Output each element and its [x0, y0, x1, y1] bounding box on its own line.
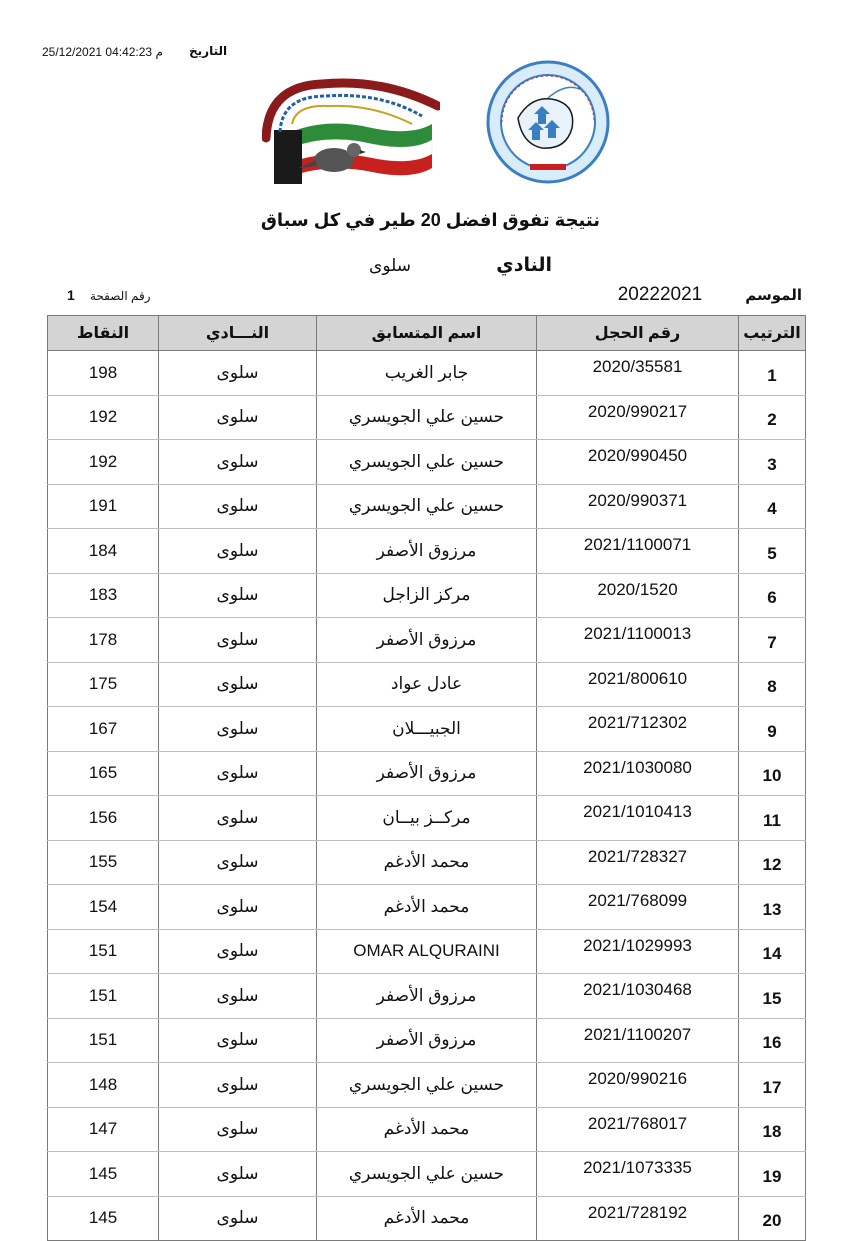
rank-cell: 9: [739, 707, 806, 752]
points-cell: 155: [48, 840, 159, 885]
reg-cell: 2021/768099: [537, 885, 739, 930]
report-title: نتيجة تفوق افضل 20 طير في كل سباق: [260, 210, 600, 230]
club-cell: سلوى: [159, 662, 317, 707]
club-cell: سلوى: [159, 885, 317, 930]
table-row: [48, 707, 806, 752]
table-row: [48, 618, 806, 663]
table-row: [48, 440, 806, 485]
name-cell: مرزوق الأصفر: [317, 751, 537, 796]
name-cell: الجبيـــلان: [317, 707, 537, 752]
name-cell: حسين علي الجويسري: [317, 440, 537, 485]
table-row: [48, 484, 806, 529]
table-row: [48, 751, 806, 796]
rank-cell: 18: [739, 1107, 806, 1152]
club-cell: سلوى: [159, 1107, 317, 1152]
name-cell: حسين علي الجويسري: [317, 484, 537, 529]
date-label: التاريخ: [189, 44, 228, 58]
reg-cell: 2021/1100207: [537, 1018, 739, 1063]
table-row: [48, 1018, 806, 1063]
season-label: الموسم: [745, 287, 802, 304]
rank-cell: 6: [739, 573, 806, 618]
club-value: سلوى: [369, 256, 411, 275]
name-cell: مركز الزاجل: [317, 573, 537, 618]
club-cell: سلوى: [159, 618, 317, 663]
points-cell: 145: [48, 1196, 159, 1241]
rank-cell: 1: [739, 351, 806, 396]
name-cell: جابر الغريب: [317, 351, 537, 396]
table-row: [48, 1063, 806, 1108]
club-cell: سلوى: [159, 840, 317, 885]
points-cell: 156: [48, 796, 159, 841]
club-cell: سلوى: [159, 1063, 317, 1108]
points-cell: 165: [48, 751, 159, 796]
name-cell: مرزوق الأصفر: [317, 529, 537, 574]
header-name: اسم المتسابق: [317, 316, 537, 351]
points-cell: 191: [48, 484, 159, 529]
reg-cell: 2020/1520: [537, 573, 739, 618]
table-body: [48, 351, 806, 1241]
table-row: [48, 1107, 806, 1152]
club-cell: سلوى: [159, 351, 317, 396]
club-cell: سلوى: [159, 1152, 317, 1197]
table-row: [48, 796, 806, 841]
reg-cell: 2020/990371: [537, 484, 739, 529]
points-cell: 151: [48, 929, 159, 974]
kuwait-racing-pigeon-club-logo: [262, 66, 440, 188]
table-row: [48, 1196, 806, 1241]
page-number-value: 1: [67, 287, 75, 303]
reg-cell: 2020/35581: [537, 351, 739, 396]
rank-cell: 20: [739, 1196, 806, 1241]
club-label: النادي: [496, 255, 552, 276]
reg-cell: 2021/1010413: [537, 796, 739, 841]
name-cell: عادل عواد: [317, 662, 537, 707]
results-table: [47, 315, 806, 1241]
rank-cell: 15: [739, 974, 806, 1019]
name-cell: حسين علي الجويسري: [317, 395, 537, 440]
table-row: [48, 885, 806, 930]
rank-cell: 5: [739, 529, 806, 574]
reg-cell: 2021/1073335: [537, 1152, 739, 1197]
points-cell: 183: [48, 573, 159, 618]
name-cell: محمد الأدغم: [317, 1196, 537, 1241]
club-cell: سلوى: [159, 395, 317, 440]
club-cell: سلوى: [159, 974, 317, 1019]
header-points: النقاط: [48, 316, 159, 351]
name-cell: مرزوق الأصفر: [317, 618, 537, 663]
rank-cell: 10: [739, 751, 806, 796]
name-cell: محمد الأدغم: [317, 1107, 537, 1152]
name-cell: محمد الأدغم: [317, 885, 537, 930]
points-cell: 192: [48, 395, 159, 440]
table-header: [48, 316, 806, 351]
club-cell: سلوى: [159, 484, 317, 529]
reg-cell: 2020/990450: [537, 440, 739, 485]
name-cell: حسين علي الجويسري: [317, 1063, 537, 1108]
name-cell: مرزوق الأصفر: [317, 1018, 537, 1063]
header-rank: الترتيب: [739, 316, 806, 351]
table-row: [48, 929, 806, 974]
kuwait-federation-racing-pigeon-logo: [486, 58, 610, 186]
reg-cell: 2021/712302: [537, 707, 739, 752]
reg-cell: 2021/1030468: [537, 974, 739, 1019]
rank-cell: 19: [739, 1152, 806, 1197]
rank-cell: 11: [739, 796, 806, 841]
reg-cell: 2020/990217: [537, 395, 739, 440]
club-cell: سلوى: [159, 929, 317, 974]
club-cell: سلوى: [159, 1018, 317, 1063]
header-reg: رقم الحجل: [537, 316, 739, 351]
points-cell: 184: [48, 529, 159, 574]
club-cell: سلوى: [159, 751, 317, 796]
points-cell: 154: [48, 885, 159, 930]
points-cell: 178: [48, 618, 159, 663]
header-club: النـــادي: [159, 316, 317, 351]
table-row: [48, 351, 806, 396]
club-cell: سلوى: [159, 573, 317, 618]
rank-cell: 12: [739, 840, 806, 885]
club-cell: سلوى: [159, 529, 317, 574]
points-cell: 151: [48, 1018, 159, 1063]
club-cell: سلوى: [159, 796, 317, 841]
date-value: 25/12/2021 04:42:23 م: [42, 45, 163, 59]
rank-cell: 17: [739, 1063, 806, 1108]
reg-cell: 2021/800610: [537, 662, 739, 707]
table-row: [48, 529, 806, 574]
points-cell: 147: [48, 1107, 159, 1152]
points-cell: 198: [48, 351, 159, 396]
table-row: [48, 395, 806, 440]
table-row: [48, 840, 806, 885]
season-value: 20222021: [617, 284, 703, 305]
table-row: [48, 662, 806, 707]
club-cell: سلوى: [159, 707, 317, 752]
header-row: [48, 316, 806, 351]
table-row: [48, 1152, 806, 1197]
name-cell: حسين علي الجويسري: [317, 1152, 537, 1197]
name-cell: OMAR ALQURAINI: [317, 929, 537, 974]
points-cell: 145: [48, 1152, 159, 1197]
rank-cell: 14: [739, 929, 806, 974]
rank-cell: 16: [739, 1018, 806, 1063]
rank-cell: 8: [739, 662, 806, 707]
page-number-label: رقم الصفحة: [90, 289, 151, 303]
reg-cell: 2021/1029993: [537, 929, 739, 974]
points-cell: 148: [48, 1063, 159, 1108]
name-cell: مرزوق الأصفر: [317, 974, 537, 1019]
rank-cell: 2: [739, 395, 806, 440]
points-cell: 167: [48, 707, 159, 752]
reg-cell: 2020/990216: [537, 1063, 739, 1108]
rank-cell: 7: [739, 618, 806, 663]
reg-cell: 2021/1030080: [537, 751, 739, 796]
reg-cell: 2021/1100013: [537, 618, 739, 663]
rank-cell: 3: [739, 440, 806, 485]
reg-cell: 2021/1100071: [537, 529, 739, 574]
points-cell: 192: [48, 440, 159, 485]
table-row: [48, 573, 806, 618]
table-row: [48, 974, 806, 1019]
points-cell: 151: [48, 974, 159, 1019]
reg-cell: 2021/728192: [537, 1196, 739, 1241]
name-cell: مركــز بيــان: [317, 796, 537, 841]
name-cell: محمد الأدغم: [317, 840, 537, 885]
reg-cell: 2021/728327: [537, 840, 739, 885]
rank-cell: 4: [739, 484, 806, 529]
reg-cell: 2021/768017: [537, 1107, 739, 1152]
points-cell: 175: [48, 662, 159, 707]
club-cell: سلوى: [159, 440, 317, 485]
club-cell: سلوى: [159, 1196, 317, 1241]
rank-cell: 13: [739, 885, 806, 930]
